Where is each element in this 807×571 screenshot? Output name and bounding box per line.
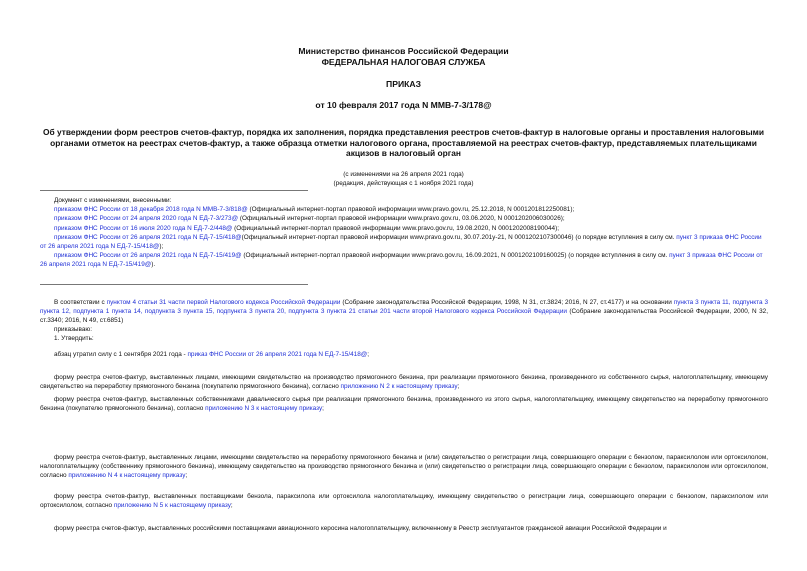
amendment-link[interactable]: приказом ФНС России от 24 апреля 2020 года N ЕД-7-3/273@ <box>54 215 239 223</box>
amendment-link[interactable]: приказом ФНС России от 26 апреля 2021 года N ЕД-7-15/418@ <box>54 233 242 241</box>
paragraph-form-5: форму реестра счетов-фактур, выставленных поставщиками бензола, параксилола или ортоксилола налогоплательщику, имеющему свидетельство о регистрации лица, совершающего операции с бензолом, параксилолом или ортоксилолом, согласно приложению N 5 к настоящему приказу; <box>40 493 768 510</box>
document-type: ПРИКАЗ <box>386 79 421 89</box>
paragraph-form-kerosene: форму реестра счетов-фактур, выставленных российскими поставщиками авиационного керосина налогоплательщику, включенному в Реестр эксплуатантов гражданской авиации Российской Федерации и <box>54 525 667 532</box>
paragraph-form-2: форму реестра счетов-фактур, выставленных лицами, имеющими свидетельство на производство прямогонного бензина, при реализации прямогонного бензина, произведенного из собственного сырья, налогоплательщику, имеющему свидетельство на переработку прямогонного бензина (покупателю прямогонного бензина), согласно приложению N 2 к настоящему приказу; <box>40 374 768 391</box>
paragraph-form-4: форму реестра счетов-фактур, выставленных лицами, имеющими свидетельство на переработку прямогонного бензина и (или) свидетельство о регистрации лица, совершающего операции с бензолом, параксилолом или ортоксилолом, налогоплательщику (собственнику прямогонного бензина), имеющему свидетельство на производство прямогонного бензина и (или) свидетельство о регистрации лица, совершающего операции с бензолом, параксилолом или ортоксилолом, согласно приложению N 4 к настоящему приказу; <box>40 454 768 480</box>
list-item: приказом ФНС России от 26 апреля 2021 года N ЕД-7-15/419@ (Официальный интернет-портал правовой информации www.pravo.gov.ru, 16.09.2021, N 0001202109160025) (о порядке вступления в силу см. пункт 3 приказа ФНС России от 26 апреля 2021 года N ЕД-7-15/419@). <box>40 252 763 269</box>
appendix-3-link[interactable]: приложению N 3 к настоящему приказу <box>205 405 323 413</box>
amendment-clause-link[interactable]: пункт 3 приказа ФНС России от 26 апреля 2021 года N ЕД-7-15/418@ <box>40 233 762 251</box>
order-subject: Об утверждении форм реестров счетов-фактур, порядка их заполнения, порядка представления реестров счетов-фактур в налоговые органы и проставления налоговыми органами отметок на реестрах счетов-фактур, а также образца отметки налогового органа, проставляемой на реестрах счетов-фактур, представляемых плательщиками акцизов в налоговый орган <box>43 127 764 159</box>
changes-list <box>40 196 768 270</box>
document-header <box>0 46 807 68</box>
ministry-name: Министерство финансов Российской Федерации <box>298 46 509 56</box>
tax-code-part2-link[interactable]: пункта 3 пункта 11, подпункта 3 пункта 12, подпункта 1 пункта 14, подпункта 3 пункта 15, подпункта 3 пункта 20, подпункта 3 пункта 21 статьи 201 части второй Налогового кодекса Российской Федерации <box>40 299 769 316</box>
amendment-link[interactable]: приказом ФНС России от 26 апреля 2021 года N ЕД-7-15/419@ <box>54 252 242 260</box>
list-item: приказом ФНС России от 16 июля 2020 года N ЕД-7-2/448@ (Официальный интернет-портал правовой информации www.pravo.gov.ru, 19.08.2020, N 0001202008190044); <box>54 224 559 232</box>
amendment-link[interactable]: приказом ФНС России от 16 июля 2020 года N ЕД-7-2/448@ <box>54 224 233 232</box>
service-name: ФЕДЕРАЛЬНАЯ НАЛОГОВАЯ СЛУЖБА <box>321 57 486 67</box>
preamble-paragraph: В соответствии с пунктом 4 статьи 31 части первой Налогового кодекса Российской Федерации (Собрание законодательства Российской Федерации, 1998, N 31, ст.3824; 2016, N 27, ст.4177) и на основании пункта 3 пункта 11, подпункта 3 пункта 12, подпункта 1 пункта 14, подпункта 3 пункта 15, подпункта 3 пункта 20, подпункта 3 пункта 21 статьи 201 части второй Налогового кодекса Российской Федерации (Собрание законодательства Российской Федерации, 2000, N 32, ст.3340; 2016, N 49, ст.6851) <box>40 299 769 325</box>
list-item: приказом ФНС России от 26 апреля 2021 года N ЕД-7-15/418@(Официальный интернет-портал правовой информации www.pravo.gov.ru, 30.07.201у-21, N 0001202107300046) (о порядке вступления в силу см. пункт 3 приказа ФНС России от 26 апреля 2021 года N ЕД-7-15/418@); <box>40 233 762 251</box>
order-date-number: от 10 февраля 2017 года N ММВ-7-3/178@ <box>315 100 492 110</box>
list-item: приказом ФНС России от 24 апреля 2020 года N ЕД-7-3/273@ (Официальный интернет-портал правовой информации www.pravo.gov.ru, 03.06.2020, N 0001202006030026); <box>54 215 565 223</box>
appendix-4-link[interactable]: приложению N 4 к настоящему приказу <box>68 472 186 480</box>
paragraph-repealed: абзац утратил силу с 1 сентября 2021 года - приказ ФНС России от 26 апреля 2021 года N ЕД-7-15/418@; <box>54 351 370 358</box>
divider-bottom <box>40 284 308 285</box>
repeal-order-link[interactable]: приказ ФНС России от 26 апреля 2021 года N ЕД-7-15/418@ <box>187 351 368 358</box>
appendix-5-link[interactable]: приложению N 5 к настоящему приказу <box>113 502 231 510</box>
appendix-2-link[interactable]: приложению N 2 к настоящему приказу <box>340 383 458 391</box>
tax-code-link[interactable]: пунктом 4 статьи 31 части первой Налогового кодекса Российской Федерации <box>106 299 341 306</box>
divider-top <box>40 190 308 191</box>
order-verb: приказываю: <box>54 326 92 333</box>
changes-intro: Документ с изменениями, внесенными: <box>54 197 172 204</box>
amendment-clause-link[interactable]: пункт 3 приказа ФНС России от 26 апреля 2021 года N ЕД-7-15/419@ <box>40 252 763 269</box>
amendment-link[interactable]: приказом ФНС России от 18 декабря 2018 года N ММВ-7-3/818@ <box>54 206 248 214</box>
edition-date: (редакция, действующая с 1 ноября 2021 года) <box>333 180 474 187</box>
edition-info <box>0 170 807 188</box>
changes-date: (с изменениями на 26 апреля 2021 года) <box>343 171 464 178</box>
list-item: приказом ФНС России от 18 декабря 2018 года N ММВ-7-3/818@ (Официальный интернет-портал правовой информации www.pravo.gov.ru, 25.12.2018, N 0001201812250081); <box>54 206 575 214</box>
clause-1: 1. Утвердить: <box>54 335 94 342</box>
paragraph-form-3: форму реестра счетов-фактур, выставленных собственниками давальческого сырья при реализации прямогонного бензина, произведенного из этого сырья, налогоплательщику, имеющему свидетельство на переработку прямогонного бензина (покупателю прямогонного бензина), согласно приложению N 3 к настоящему приказу; <box>40 396 768 413</box>
